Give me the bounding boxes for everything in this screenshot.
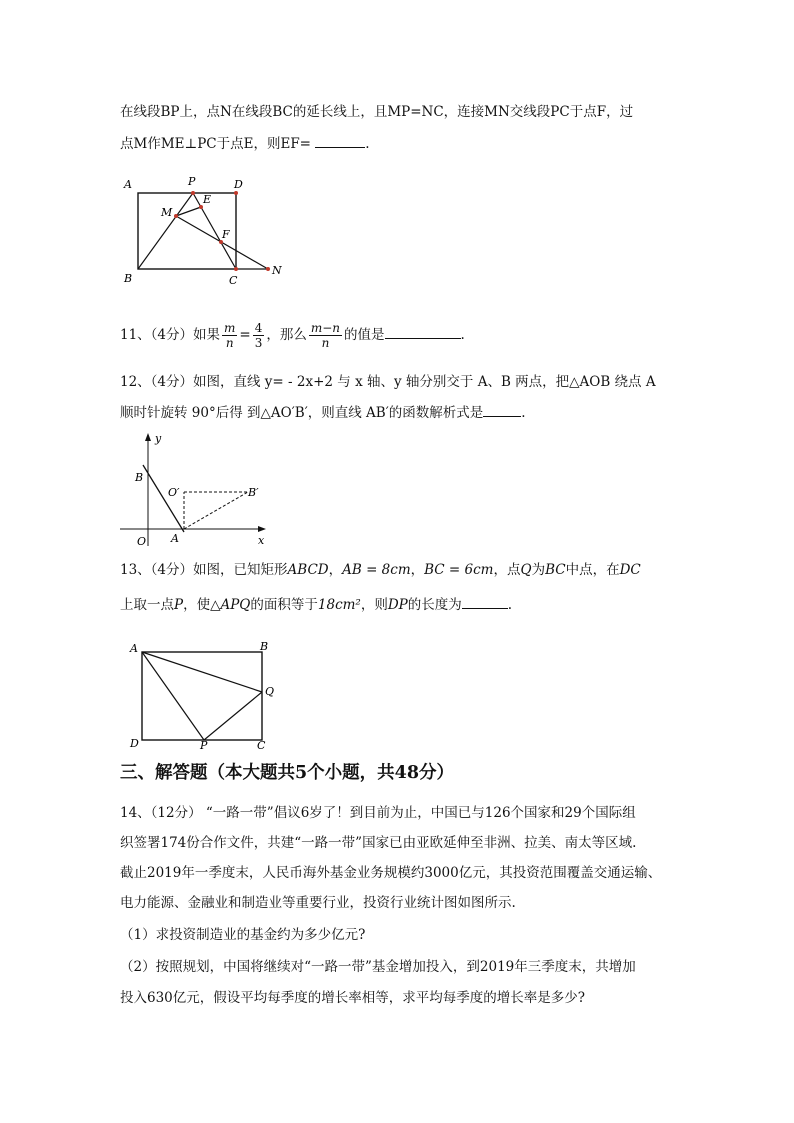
frac1-denominator: n (222, 335, 237, 350)
fraction-m-over-n (222, 321, 237, 350)
dp-text: DP (387, 597, 408, 613)
label-a: A (171, 532, 179, 545)
problem13-line2-e: 的长度为 (407, 597, 462, 613)
problem13-line1-c: 为 (531, 562, 546, 578)
label-y: y (155, 432, 162, 445)
ab-length: AB = 8cm (342, 562, 411, 578)
problem11-prefix: 11、（4分）如果 (120, 327, 221, 343)
problem14-line1: 14、（12分） “一路一带”倡议6岁了！到目前为止，中国已与126个国家和29个国际组 (120, 805, 636, 821)
answer-blank-12 (483, 404, 521, 417)
problem14-line4: 电力能源、金融业和制造业等重要行业，投资行业统计图如图所示. (120, 895, 516, 911)
section-heading: 三、解答题（本大题共5个小题，共48分） (120, 763, 455, 783)
problem11-end: . (460, 327, 465, 343)
problem12-line1: 12、（4分）如图，直线 y= - 2x+2 与 x 轴、y 轴分别交于 A、B 两点，把△AOB 绕点 A (120, 374, 656, 390)
problem11-mid: ，那么 (266, 327, 307, 343)
segment-pq (204, 692, 262, 740)
problem11-eq: = (239, 327, 251, 343)
y-axis-arrow-icon (145, 433, 151, 441)
point-q-text: Q (520, 562, 532, 578)
x-axis-arrow-icon (258, 526, 266, 532)
problem13-line2 (120, 596, 512, 614)
fraction-m-minus-n-over-n (309, 321, 342, 350)
segment-aq (142, 652, 262, 692)
point-p (191, 191, 195, 195)
problem10-figure (118, 174, 288, 290)
label-x: x (258, 534, 265, 547)
label-m: M (161, 206, 173, 219)
problem12-line2 (120, 404, 526, 422)
problem13-line1-a: 13、（4分）如图，已知矩形 (120, 562, 288, 578)
label-d: D (234, 178, 243, 191)
problem14-line3: 截止2019年一季度末，人民币海外基金业务规模约3000亿元，其投资范围覆盖交通运输、 (120, 865, 662, 881)
fraction-4-over-3 (253, 321, 265, 350)
rectangle-abcd (142, 652, 262, 740)
label-q: Q (265, 685, 275, 698)
label-p: P (200, 739, 208, 752)
point-n (266, 267, 270, 271)
label-d: D (130, 737, 139, 750)
problem14-question1: （1）求投资制造业的基金约为多少亿元? (120, 927, 366, 943)
problem14-question2-line1: （2）按照规划，中国将继续对“一路一带”基金增加投入，到2019年三季度末，共增加 (120, 959, 636, 975)
frac3-numerator: m−n (310, 321, 341, 335)
bc-text: BC (545, 562, 566, 578)
problem10-line1: 在线段BP上，点N在线段BC的延长线上，且MP=NC，连接MN交线段PC于点F，过 (120, 104, 634, 120)
problem11 (120, 320, 465, 350)
label-a: A (130, 642, 138, 655)
label-b-prime: B′ (248, 486, 259, 499)
frac1-numerator: m (224, 321, 236, 335)
label-a: A (124, 178, 132, 191)
frac2-numerator: 4 (254, 321, 263, 335)
problem12-line2-end: . (521, 405, 526, 421)
label-b: B (124, 272, 133, 285)
problem12-figure (118, 428, 278, 550)
label-e: E (203, 193, 212, 206)
segment-bp (138, 193, 193, 269)
point-c (234, 267, 238, 271)
answer-blank-10 (315, 135, 365, 148)
problem13-line2-c: 的面积等于 (250, 597, 318, 613)
problem13-line1-b: ，点 (493, 562, 521, 578)
problem12-line2-text: 顺时针旋转 90°后得 到△AO′B′，则直线 AB′的函数解析式是 (120, 405, 484, 421)
problem13-line2-d: ，则 (360, 597, 388, 613)
point-p-text: P (174, 597, 184, 613)
frac2-denominator: 3 (254, 336, 263, 350)
problem11-suffix: 的值是 (344, 327, 385, 343)
label-o: O (137, 535, 147, 548)
area-value: 18cm² (317, 597, 361, 613)
problem13-sep1: ， (328, 562, 343, 578)
problem13-line2-b: ，使 (183, 597, 211, 613)
label-n: N (272, 264, 282, 277)
label-f: F (222, 228, 230, 241)
label-o-prime: O′ (168, 486, 180, 499)
answer-blank-13 (462, 596, 508, 609)
problem13-sep2: ， (410, 562, 425, 578)
label-p: P (188, 175, 196, 188)
problem10-line2-text: 点M作ME⊥PC于点E，则EF= (120, 136, 316, 152)
point-m (174, 214, 178, 218)
rect-abcd: ABCD (287, 562, 329, 578)
problem13-figure (126, 636, 282, 752)
segment-ab-prime (184, 492, 248, 529)
problem13-line1 (120, 561, 641, 579)
problem13-line1-d: 中点，在 (565, 562, 620, 578)
problem13-line2-a: 上取一点 (120, 597, 174, 613)
label-c: C (229, 274, 238, 287)
label-b: B (135, 471, 144, 484)
label-b: B (260, 640, 269, 653)
segment-ap (142, 652, 204, 740)
frac3-denominator: n (309, 335, 342, 350)
triangle-apq-text: △APQ (210, 597, 251, 613)
problem14-line2: 织签署174份合作文件，共建“一路一带”国家已由亚欧延伸至非洲、拉美、南太等区域. (120, 835, 637, 851)
bc-length: BC = 6cm (424, 562, 494, 578)
answer-blank-11 (385, 326, 461, 339)
problem14-question2-line2: 投入630亿元，假设平均每季度的增长率相等，求平均每季度的增长率是多少? (120, 990, 586, 1006)
dc-text: DC (619, 562, 641, 578)
label-c: C (257, 739, 266, 752)
problem13-line2-end: . (507, 597, 513, 613)
problem10-line2-end: . (365, 136, 370, 152)
problem10-line2 (120, 135, 370, 153)
point-d (234, 191, 238, 195)
